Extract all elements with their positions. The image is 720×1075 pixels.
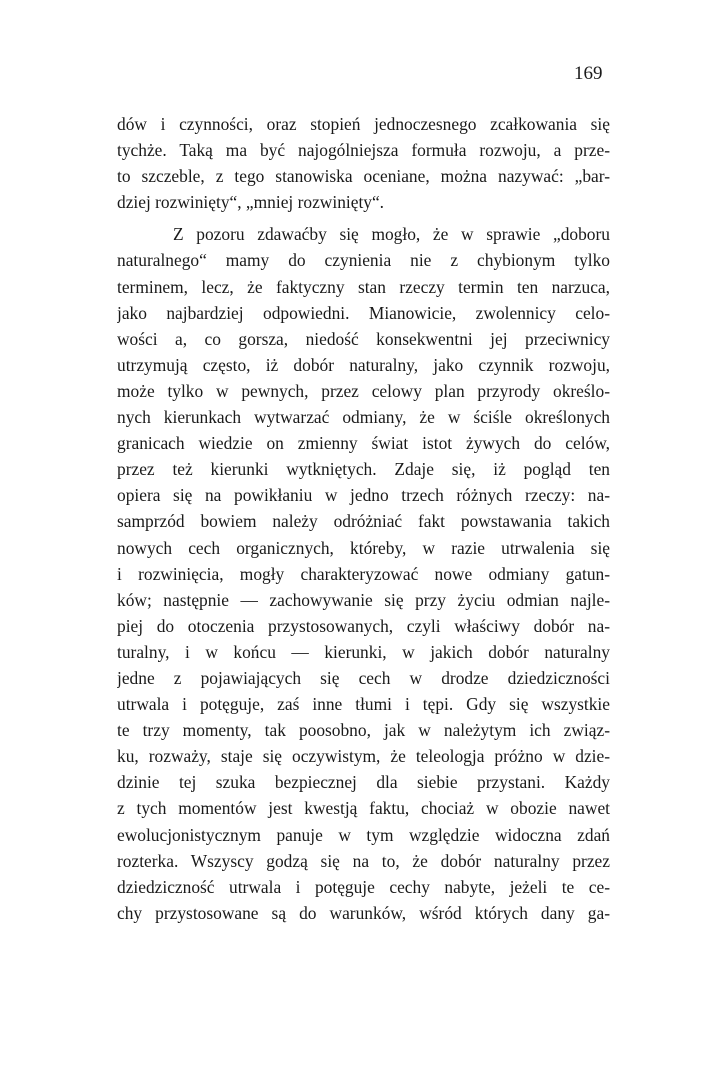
text-line: utrzymują często, iż dobór naturalny, jako czynnik rozwoju, bbox=[117, 354, 610, 375]
paragraph-2 bbox=[117, 221, 610, 926]
text-line: piej do otoczenia przystosowanych, czyli właściwy dobór na- bbox=[117, 615, 610, 636]
text-line: dziej rozwinięty“, „mniej rozwinięty“. bbox=[117, 192, 385, 213]
text-line: naturalnego“ mamy do czynienia nie z chybionym tylko bbox=[117, 250, 610, 271]
text-line: nych kierunkach wytwarzać odmiany, że w ściśle określonych bbox=[117, 407, 610, 428]
text-line: chy przystosowane są do warunków, wśród których dany ga- bbox=[117, 902, 610, 923]
text-line: przez też kierunki wytkniętych. Zdaje się, iż pogląd ten bbox=[117, 459, 610, 480]
text-line: dziedziczność utrwala i potęguje cechy nabyte, jeżeli te ce- bbox=[117, 876, 610, 897]
text-line: terminem, lecz, że faktyczny stan rzeczy termin ten narzuca, bbox=[117, 276, 610, 297]
text-line: ku, rozważy, staje się oczywistym, że teleologja próżno w dzie- bbox=[117, 746, 610, 767]
text-line: dów i czynności, oraz stopień jednoczesnego zcałkowania się bbox=[117, 114, 610, 134]
text-line: rozterka. Wszyscy godzą się na to, że dobór naturalny przez bbox=[117, 850, 610, 871]
text-line: i rozwinięcia, mogły charakteryzować nowe odmiany gatun- bbox=[117, 563, 610, 584]
text-line: samprzód bowiem należy odróżniać fakt powstawania takich bbox=[117, 511, 610, 532]
page-number: 169 bbox=[574, 63, 603, 84]
text-line: utrwala i potęguje, zaś inne tłumi i tępi. Gdy się wszystkie bbox=[117, 694, 610, 715]
text-line: z tych momentów jest kwestją faktu, chociaż w obozie nawet bbox=[117, 798, 610, 819]
text-line: to szczeble, z tego stanowiska oceniane, można nazywać: „bar- bbox=[117, 166, 610, 187]
text-line: wości a, co gorsza, niedość konsekwentni jej przeciwnicy bbox=[117, 328, 610, 349]
text-line: ewolucjonistycznym panuje w tym względzie widoczna zdań bbox=[117, 824, 610, 845]
body-text bbox=[117, 111, 610, 926]
text-line: opiera się na powikłaniu w jedno trzech różnych rzeczy: na- bbox=[117, 485, 610, 506]
text-line: tychże. Taką ma być najogólniejsza formuła rozwoju, a prze- bbox=[117, 140, 610, 161]
text-line: jako najbardziej odpowiedni. Mianowicie, zwolennicy celo- bbox=[117, 302, 610, 323]
text-line: turalny, i w końcu — kierunki, w jakich dobór naturalny bbox=[117, 641, 610, 662]
text-line: dzinie tej szuka bezpiecznej dla siebie przystani. Każdy bbox=[117, 772, 610, 793]
paragraph-1 bbox=[117, 111, 610, 215]
text-line: granicach wiedzie on zmienny świat istot żywych do celów, bbox=[117, 433, 610, 454]
text-line: Z pozoru zdawaćby się mogło, że w sprawie „doboru bbox=[173, 224, 610, 245]
text-line: nowych cech organicznych, któreby, w razie utrwalenia się bbox=[117, 537, 610, 558]
text-line: może tylko w pewnych, przez celowy plan przyrody określo- bbox=[117, 380, 610, 401]
text-line: ków; następnie — zachowywanie się przy życiu odmian najle- bbox=[117, 589, 610, 610]
text-line: jedne z pojawiających się cech w drodze dziedziczności bbox=[117, 667, 610, 688]
text-line: te trzy momenty, tak poosobno, jak w należytym ich związ- bbox=[117, 720, 610, 741]
